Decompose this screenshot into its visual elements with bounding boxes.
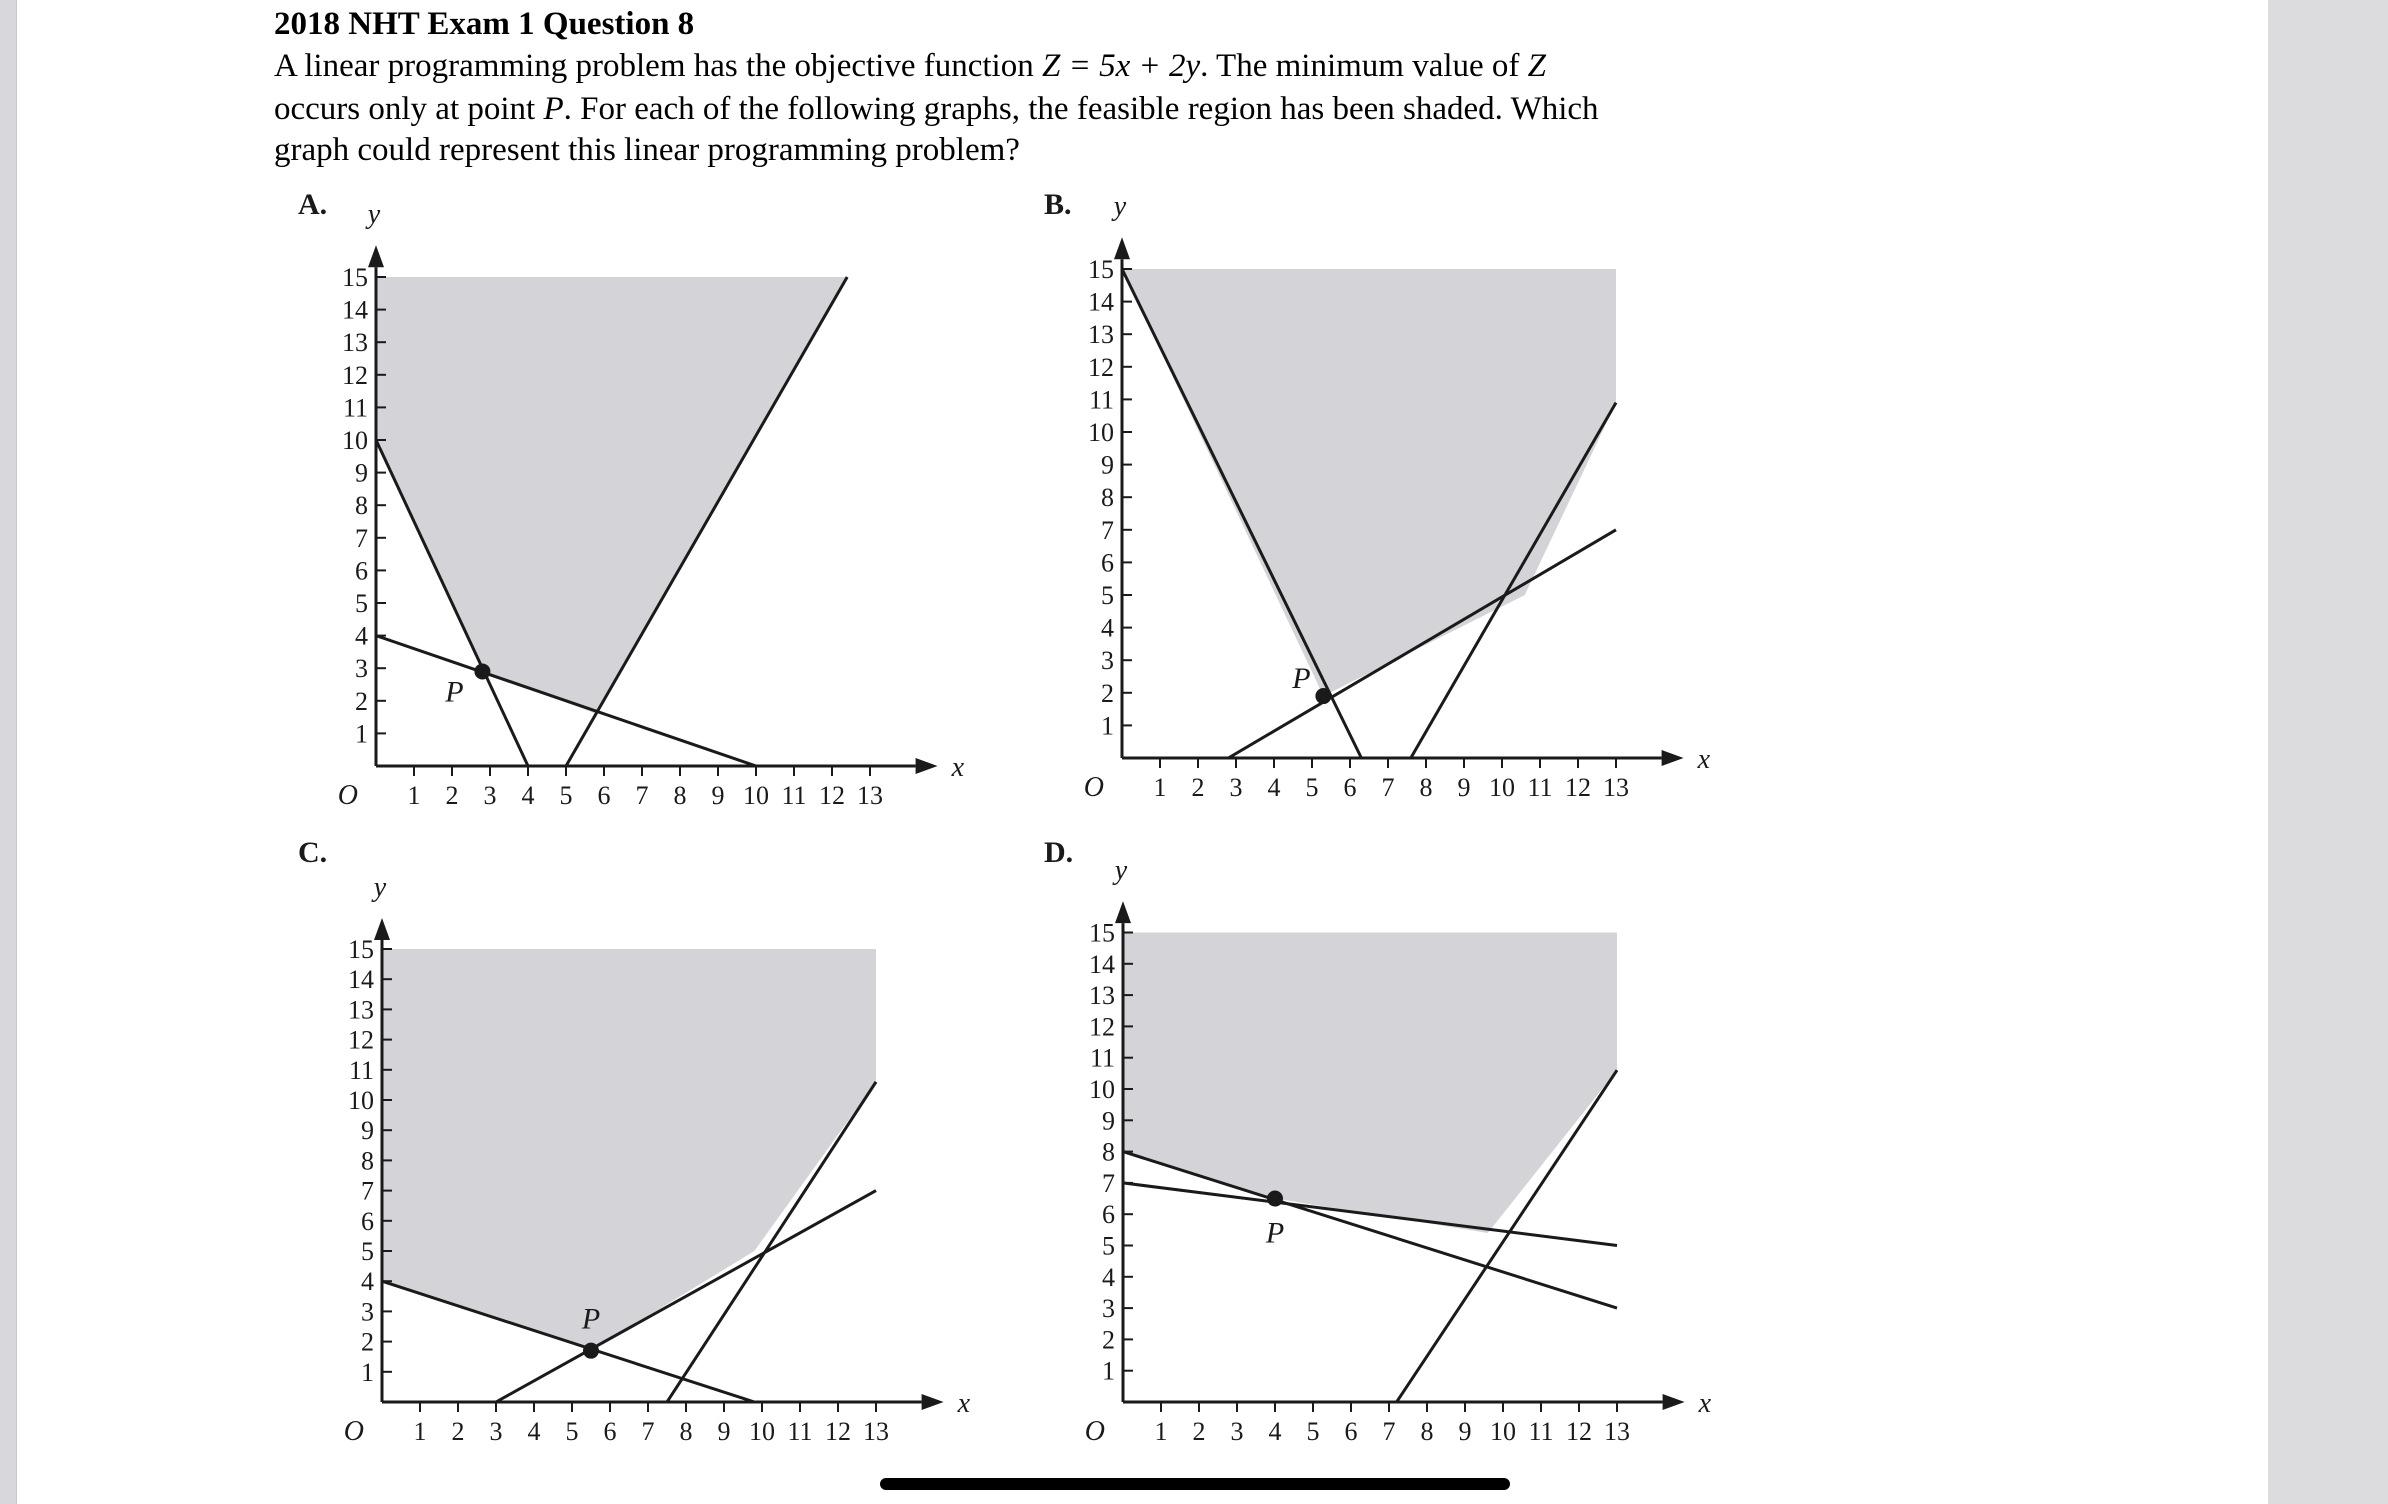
x-axis-arrow-icon [1663, 1394, 1685, 1410]
y-tick-label: 11 [348, 1055, 374, 1085]
x-tick-label: 4 [527, 1417, 541, 1446]
y-tick-label: 15 [1088, 255, 1114, 284]
y-tick-label: 3 [1101, 646, 1114, 676]
thumbnail-sidebar [2268, 0, 2388, 1504]
objective-function: Z = 5x + 2y [1041, 48, 1201, 84]
origin-label: O [337, 780, 358, 811]
y-tick-label: 7 [1102, 1168, 1115, 1198]
feasible-region [376, 277, 847, 714]
x-tick-label: 8 [1420, 1417, 1434, 1446]
x-tick-label: 2 [1192, 1417, 1206, 1446]
y-tick-label: 6 [355, 556, 368, 586]
x-tick-label: 2 [451, 1417, 465, 1446]
option-label: D. [1044, 836, 1074, 869]
point-p-label: P [1292, 662, 1311, 696]
x-tick-label: 11 [787, 1417, 813, 1446]
x-tick-label: 3 [483, 781, 497, 810]
y-tick-label: 3 [361, 1297, 374, 1327]
y-tick-label: 8 [1101, 483, 1114, 513]
y-tick-label: 2 [1102, 1325, 1115, 1355]
x-tick-label: 12 [819, 781, 845, 810]
point-p-marker [1267, 1191, 1283, 1207]
point-p-label: P [1265, 1216, 1285, 1250]
graph-canvas [256, 180, 965, 811]
x-axis-arrow-icon [1662, 750, 1684, 766]
y-tick-label: 7 [361, 1176, 374, 1206]
x-tick-label: 1 [1153, 773, 1167, 802]
y-tick-label: 2 [1101, 678, 1114, 708]
point-p-marker [583, 1343, 599, 1359]
y-tick-label: 15 [342, 263, 368, 292]
y-tick-label: 9 [355, 458, 368, 488]
x-tick-label: 12 [1566, 1417, 1592, 1446]
y-tick-label: 11 [1089, 1043, 1115, 1073]
math-variable: P [543, 91, 564, 127]
x-tick-label: 4 [1267, 773, 1281, 802]
document-page [16, 0, 2268, 1504]
x-tick-label: 13 [863, 1417, 889, 1446]
y-tick-label: 1 [355, 719, 368, 749]
y-tick-label: 7 [1101, 515, 1114, 545]
x-tick-label: 8 [1419, 773, 1433, 802]
x-tick-label: 12 [1565, 773, 1591, 802]
y-tick-label: 8 [1102, 1137, 1115, 1167]
x-tick-label: 5 [559, 781, 573, 810]
option-label: A. [298, 188, 328, 221]
y-tick-label: 2 [355, 686, 368, 716]
y-axis-label: y [1114, 855, 1128, 887]
y-tick-label: 14 [342, 295, 368, 325]
y-axis-arrow-icon [1114, 237, 1130, 259]
y-tick-label: 13 [1088, 320, 1114, 350]
y-tick-label: 6 [1101, 548, 1114, 578]
x-tick-label: 11 [1528, 1417, 1554, 1446]
origin-label: O [1083, 772, 1104, 803]
y-tick-label: 10 [1089, 1075, 1115, 1104]
x-tick-label: 11 [781, 781, 807, 810]
option-label: C. [298, 836, 328, 869]
feasible-region [1122, 269, 1616, 696]
x-tick-label: 1 [407, 781, 421, 810]
feasible-region [382, 949, 876, 1351]
y-tick-label: 1 [1101, 711, 1114, 741]
option-label: B. [1044, 188, 1072, 221]
y-tick-label: 12 [348, 1025, 374, 1055]
x-tick-label: 4 [521, 781, 535, 810]
y-tick-label: 13 [348, 995, 374, 1025]
y-tick-label: 9 [1101, 450, 1114, 480]
x-tick-label: 1 [1154, 1417, 1168, 1446]
y-tick-label: 11 [1088, 385, 1114, 415]
question-text-line-2 [274, 91, 1599, 128]
x-axis-label: x [951, 752, 965, 783]
y-tick-label: 5 [1102, 1231, 1115, 1261]
x-tick-label: 7 [1381, 773, 1395, 802]
x-tick-label: 13 [1603, 773, 1629, 802]
point-p-marker [1315, 688, 1331, 704]
y-axis-arrow-icon [368, 245, 384, 267]
x-tick-label: 13 [1604, 1417, 1630, 1446]
y-tick-label: 4 [361, 1267, 374, 1297]
x-tick-label: 9 [1457, 773, 1471, 802]
y-tick-label: 4 [1102, 1262, 1115, 1292]
y-tick-label: 8 [355, 491, 368, 521]
y-tick-label: 13 [342, 328, 368, 358]
x-tick-label: 2 [1191, 773, 1205, 802]
x-tick-label: 8 [679, 1417, 693, 1446]
y-tick-label: 10 [342, 426, 368, 455]
graph-canvas [1002, 828, 1712, 1448]
y-axis-label: y [1113, 191, 1127, 223]
graph-option-b[interactable] [1002, 180, 1711, 803]
y-tick-label: 6 [361, 1206, 374, 1236]
feasible-region [1123, 933, 1617, 1233]
y-tick-label: 11 [342, 393, 368, 423]
y-tick-label: 3 [1102, 1294, 1115, 1324]
x-tick-label: 7 [1382, 1417, 1396, 1446]
y-tick-label: 9 [361, 1116, 374, 1146]
question-text: . For each of the following graphs, the feasible region has been shaded. Which [563, 91, 1599, 127]
y-tick-label: 12 [1089, 1012, 1115, 1042]
x-axis-arrow-icon [916, 758, 938, 774]
origin-label: O [343, 1416, 364, 1447]
point-p-marker [474, 663, 490, 679]
x-tick-label: 6 [1344, 1417, 1358, 1446]
y-tick-label: 4 [1101, 613, 1114, 643]
y-tick-label: 10 [348, 1086, 374, 1115]
x-tick-label: 1 [413, 1417, 427, 1446]
y-tick-label: 15 [1089, 918, 1115, 948]
x-tick-label: 5 [565, 1417, 579, 1446]
question-text: occurs only at point [274, 91, 544, 127]
x-tick-label: 9 [711, 781, 725, 810]
y-tick-label: 14 [348, 965, 374, 995]
y-tick-label: 13 [1089, 981, 1115, 1011]
question-text-line-3: graph could represent this linear programming problem? [274, 132, 1020, 168]
home-indicator [880, 1478, 1510, 1490]
y-tick-label: 6 [1102, 1200, 1115, 1230]
y-tick-label: 5 [361, 1237, 374, 1266]
origin-label: O [1084, 1416, 1105, 1447]
x-tick-label: 12 [825, 1417, 851, 1446]
question-text: A linear programming problem has the objective function [274, 48, 1042, 84]
question-text: . The minimum value of [1200, 48, 1528, 84]
x-tick-label: 2 [445, 781, 459, 810]
y-tick-label: 8 [361, 1146, 374, 1176]
x-tick-label: 10 [1489, 773, 1515, 802]
x-axis-label: x [957, 1388, 971, 1419]
y-axis-label: y [373, 871, 387, 903]
y-tick-label: 12 [1088, 352, 1114, 382]
x-tick-label: 3 [1229, 773, 1243, 802]
x-tick-label: 10 [749, 1417, 775, 1446]
x-tick-label: 10 [1490, 1417, 1516, 1446]
y-tick-label: 14 [1088, 287, 1114, 317]
x-tick-label: 6 [597, 781, 611, 810]
y-tick-label: 1 [1102, 1356, 1115, 1386]
x-axis-label: x [1698, 1388, 1712, 1419]
point-p-label: P [445, 675, 464, 709]
x-tick-label: 9 [1458, 1417, 1472, 1446]
question-title: 2018 NHT Exam 1 Question 8 [274, 6, 695, 42]
y-tick-label: 14 [1089, 949, 1115, 979]
x-tick-label: 3 [489, 1417, 503, 1446]
x-tick-label: 13 [857, 781, 883, 810]
y-tick-label: 12 [342, 360, 368, 390]
x-tick-label: 5 [1305, 773, 1319, 802]
y-axis-arrow-icon [1115, 901, 1131, 923]
graph-canvas [1002, 180, 1711, 803]
y-tick-label: 9 [1102, 1106, 1115, 1136]
y-tick-label: 4 [355, 621, 368, 651]
y-tick-label: 3 [355, 654, 368, 684]
x-tick-label: 3 [1230, 1417, 1244, 1446]
x-tick-label: 6 [1343, 773, 1357, 802]
y-axis-label: y [367, 199, 381, 231]
x-tick-label: 6 [603, 1417, 617, 1446]
x-tick-label: 8 [673, 781, 687, 810]
y-tick-label: 7 [355, 523, 368, 553]
x-tick-label: 11 [1527, 773, 1553, 802]
graph-option-d[interactable] [1002, 828, 1712, 1448]
point-p-label: P [581, 1302, 601, 1336]
graph-option-a[interactable] [256, 180, 965, 811]
left-edge-strip [0, 0, 17, 1504]
x-tick-label: 7 [641, 1417, 655, 1446]
x-tick-label: 9 [717, 1417, 731, 1446]
x-tick-label: 7 [635, 781, 649, 810]
y-tick-label: 2 [361, 1327, 374, 1357]
y-tick-label: 1 [361, 1357, 374, 1387]
x-axis-arrow-icon [922, 1394, 944, 1410]
y-tick-label: 5 [1101, 581, 1114, 610]
x-axis-label: x [1697, 744, 1711, 775]
question-text-line-1 [274, 48, 1546, 85]
graph-option-c[interactable] [256, 828, 971, 1448]
x-tick-label: 4 [1268, 1417, 1282, 1446]
y-tick-label: 10 [1088, 418, 1114, 447]
graph-canvas [256, 828, 971, 1448]
y-tick-label: 5 [355, 589, 368, 618]
math-variable: Z [1527, 48, 1547, 84]
x-tick-label: 10 [743, 781, 769, 810]
y-axis-arrow-icon [374, 918, 390, 940]
x-tick-label: 5 [1306, 1417, 1320, 1446]
y-tick-label: 15 [348, 935, 374, 964]
